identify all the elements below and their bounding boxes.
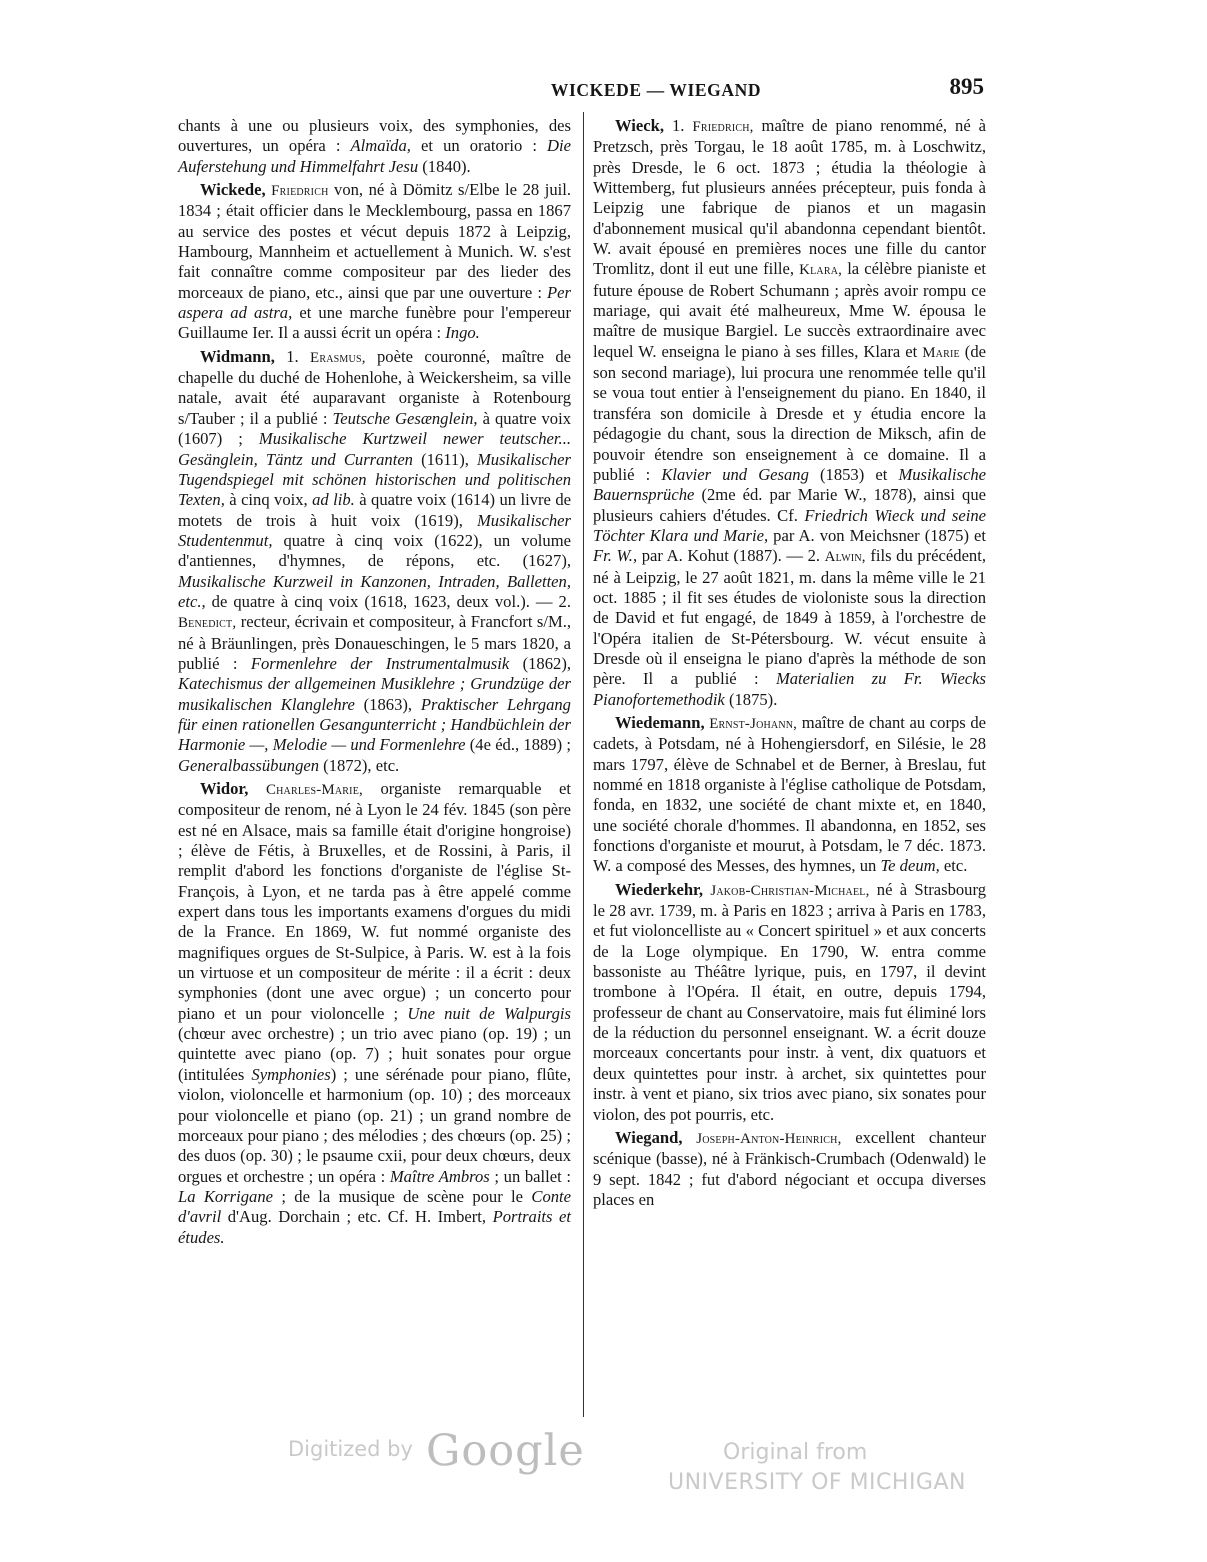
- entry-wickede: Wickede, Friedrich von, né à Dömitz s/Elbe le 28 juil. 1834 ; était officier dans le Mecklembourg, passa en 1867 au service des postes et vécut depuis 1872 à Leipzig, Hambourg, Mannheim et actuellement à Munich. W. s'est fait connaître comme compositeur par des lieder des morceaux de piano, etc., ainsi que par une ouverture : Per aspera ad astra, et une marche funèbre pour l'empereur Guillaume Ier. Il a aussi écrit un opéra : Ingo.: [178, 180, 571, 343]
- headword: Wickede,: [200, 180, 266, 200]
- entry-wiedemann: Wiedemann, Ernst-Johann, maître de chant au corps de cadets, à Potsdam, né à Hohengiersdorf, en Silésie, le 28 mars 1797, élève de Schnabel et de Berner, à Breslau, fut nommé en 1818 organiste à l'église catholique de Potsdam, fonda, en 1832, une société de chant mixte et, en 1840, une société chorale d'hommes. Il abandonna, en 1852, ses fonctions d'organiste et mourut, à Potsdam, le 7 déc. 1873. W. a composé des Messes, des hymnes, un Te deum, etc.: [593, 712, 986, 876]
- entry-widor: Widor, Charles-Marie, organiste remarquable et compositeur de renom, né à Lyon le 24 fév. 1845 (son père est né en Alsace, mais sa famille était d'origine hongroise) ; élève de Fétis, à Bruxelles, et de Rossini, à Paris, il remplit d'abord les fonctions d'organiste de l'église St-François, à Lyon, et ne tarda pas à être appelé comme expert dans tous les importants examens d'orgues du midi de la France. En 1869, W. fut nommé organiste des magnifiques orgues de St-Sulpice, à Paris. W. est à la fois un virtuose et un compositeur de mérite : il a écrit : deux symphonies (dont une avec orgue) ; un concerto pour piano et un pour violoncelle ; Une nuit de Walpurgis (chœur avec orchestre) ; un trio avec piano (op. 19) ; un quintette avec piano (op. 7) ; huit sonates pour orgue (intitulées Symphonies) ; une sérénade pour piano, flûte, violon, violoncelle et harmonium (op. 10) ; des morceaux pour violoncelle et piano (op. 21) ; un grand nombre de morceaux pour piano ; des mélodies ; des chœurs (op. 25) ; des duos (op. 30) ; le psaume cxii, pour deux chœurs, deux orgues et orchestre ; un opéra : Maître Ambros ; un ballet : La Korrigane ; de la musique de scène pour le Conte d'avril d'Aug. Dorchain ; etc. Cf. H. Imbert, Portraits et études.: [178, 779, 572, 1247]
- google-logo: Google: [426, 1426, 585, 1476]
- headword: Wiederkehr,: [615, 879, 704, 899]
- entry-widmann: Widmann, 1. Erasmus, poète couronné, maître de chapelle du duché de Hohenlohe, à Weickersheim, sa ville natale, avait été auparavant organiste à Rotenbourg s/Tauber ; il a publié : Teutsche Gesænglein, à quatre voix (1607) ; Musikalische Kurtzweil newer teutscher... Gesänglein, Täntz und Curranten (1611), Musikalischer Tugendspiegel mit schönen historischen und politischen Texten, à cinq voix, ad lib. à quatre voix (1614) un livre de motets de trois à huit voix (1619), Musikalischer Studentenmut, quatre à cinq voix (1622), un volume d'antiennes, d'hymnes, de répons, etc. (1627), Musikalische Kurzweil in Kanzonen, Intraden, Balletten, etc., de quatre à cinq voix (1618, 1623, deux vol.). — 2. Benedict, recteur, écrivain et compositeur, à Francfort s/M., né à Bräunlingen, près Donaueschingen, le 5 mars 1820, a publié : Formenlehre der Instrumentalmusik (1862), Katechismus der allgemeinen Musiklehre ; Grundzüge der musikalischen Klanglehre (1863), Praktischer Lehrgang für einen rationellen Gesangunterricht ; Handbüchlein der Harmonie —, Melodie — und Formenlehre (4e éd., 1889) ; Generalbassübungen (1872), etc.: [178, 346, 571, 775]
- entry-wiegand: Wiegand, Joseph-Anton-Heinrich, excellent chanteur scénique (basse), né à Fränkisch-Crumbach (Odenwald) le 9 sept. 1842 ; fut d'abord négociant et occupa diverses places en: [593, 1127, 986, 1209]
- entry-wieck: Wieck, 1. Friedrich, maître de piano renommé, né à Pretzsch, près Torgau, le 18 août 1785, m. à Loschwitz, près Dresde, le 6 oct. 1873 ; étudia la théologie à Wittemberg, fut plusieurs années précepteur, puis fonda à Leipzig une fabrique de pianos et un magasin d'abonnement musical qu'il abandonna cependant bientôt. W. avait épousé en premières noces une fille du cantor Tromlitz, dont il eut une fille, Klara, la célèbre pianiste et future épouse de Robert Schumann ; après avoir rompu ce mariage, qui avait été malheureux, Mme W. épousa le maître de musique Bargiel. Le succès extraordinaire avec lequel W. enseigna le piano à ses filles, Klara et Marie (de son second mariage), lui procura une renommée telle qu'il se voua tout entier à l'enseignement du piano. En 1840, il transféra son domicile à Dresde et y étudia encore la pédagogie du chant, sous la direction de Miksch, afin de pouvoir étendre son enseignement à ce domaine. Il a publié : Klavier und Gesang (1853) et Musikalische Bauernsprüche (2me éd. par Marie W., 1878), ainsi que plusieurs cahiers d'études. Cf. Friedrich Wieck und seine Töchter Klara und Marie, par A. von Meichsner (1875) et Fr. W., par A. Kohut (1887). — 2. Alwin, fils du précédent, né à Leipzig, le 27 août 1821, m. dans la même ville le 21 oct. 1885 ; il fit ses études de violoniste sous la direction de David et fut engagé, de 1849 à 1859, à l'orchestre de l'Opéra italien de St-Pétersbourg. W. vécut ensuite à Dresde où il enseigna le piano d'après la méthode de son père. Il a publié : Materialien zu Fr. Wiecks Pianofortemethodik (1875).: [593, 116, 987, 709]
- column-divider: [583, 112, 584, 1417]
- university-text: UNIVERSITY OF MICHIGAN: [668, 1470, 966, 1495]
- headword: Wiedemann,: [615, 712, 705, 732]
- page-header: [178, 74, 984, 106]
- left-column: [178, 116, 571, 1251]
- headword: Widmann,: [200, 346, 275, 366]
- headword: Wiegand,: [615, 1127, 683, 1147]
- digitized-by-text: Digitized by: [288, 1437, 413, 1461]
- headword: Wieck,: [615, 116, 665, 135]
- original-from-text: Original from: [723, 1440, 868, 1465]
- running-title: WICKEDE — WIEGAND: [550, 80, 762, 100]
- entry-wiederkehr: Wiederkehr, Jakob-Christian-Michael, né à Strasbourg le 28 avr. 1739, m. à Paris en 1823 ; arriva à Paris en 1783, et fut violoncelliste au « Concert spirituel » et aux concerts de la Loge olympique. En 1790, W. entra comme bassoniste au Théâtre lyrique, puis, en 1797, il devint trombone à l'Opéra. Il était, en outre, depuis 1794, professeur de chant au Conservatoire, mais fut éliminé lors de la réduction du personnel enseignant. W. a écrit douze morceaux concertants pour instr. à vent, dix quatuors et deux quintettes pour instr. à archet, six quintettes pour instr. à vent et piano, six trios avec piano, six sonates pour violon, des pot pourris, etc.: [593, 879, 986, 1124]
- page-number: 895: [949, 74, 984, 99]
- right-column: [593, 116, 986, 1213]
- headword: Widor,: [200, 779, 249, 798]
- entry-continuation: chants à une ou plusieurs voix, des symphonies, des ouvertures, un opéra : Almaïda, et un oratorio : Die Auferstehung und Himmelfahrt Jesu (1840).: [178, 116, 571, 176]
